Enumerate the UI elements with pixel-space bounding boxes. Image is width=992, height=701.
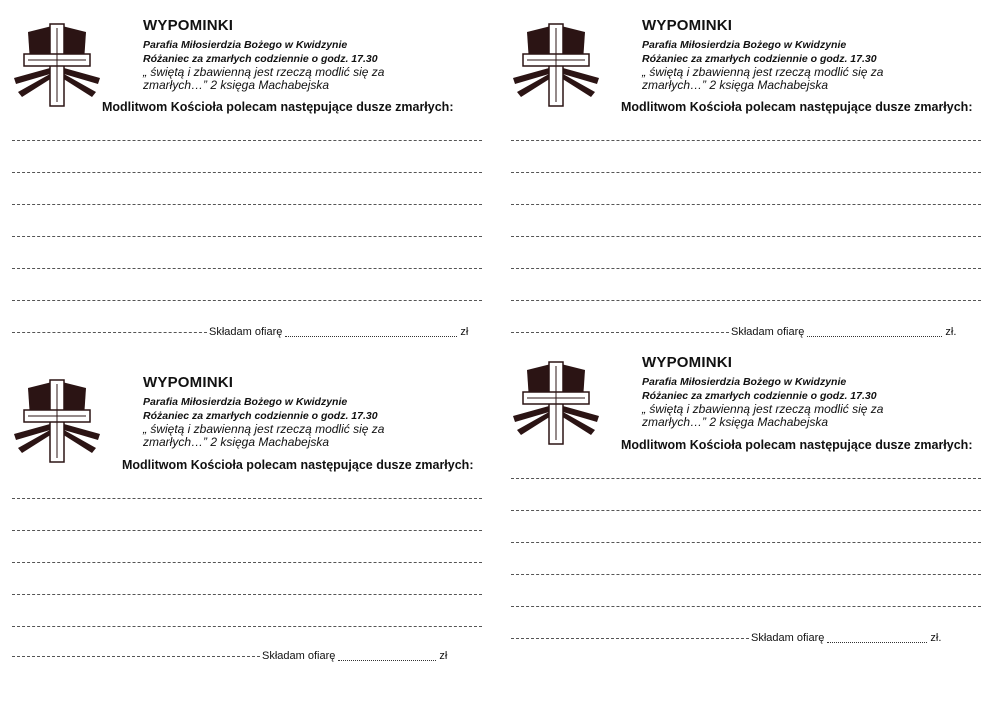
offering-label: Składam ofiarę	[751, 632, 825, 644]
name-line	[12, 530, 482, 531]
currency-label: zł	[460, 326, 469, 338]
card-title: WYPOMINKI	[143, 17, 234, 34]
intro-text: Modlitwom Kościoła polecam następujące dusze zmarłych:	[621, 100, 973, 114]
offering-line	[12, 650, 447, 662]
offering-line	[511, 632, 941, 644]
parish-name: Parafia Miłosierdzia Bożego w Kwidzynie	[642, 39, 847, 51]
name-line	[511, 268, 981, 269]
name-line	[12, 626, 482, 627]
name-line	[12, 562, 482, 563]
offering-dash	[511, 332, 729, 333]
rosary-info: Różaniec za zmarłych codziennie o godz. 17.30	[642, 390, 877, 402]
card-title: WYPOMINKI	[642, 17, 733, 34]
card-top-right	[511, 14, 981, 344]
quote-line-1: „ świętą i zbawienną jest rzeczą modlić się za	[642, 402, 884, 416]
name-line	[511, 606, 981, 607]
quote-line-2: zmarłych…” 2 księga Machabejska	[143, 435, 330, 449]
name-line	[511, 542, 981, 543]
offering-amount-field	[827, 642, 927, 643]
name-line	[12, 594, 482, 595]
quote-line-2: zmarłych…” 2 księga Machabejska	[143, 78, 330, 92]
offering-dash	[12, 656, 260, 657]
cross-with-rays-icon	[12, 18, 102, 108]
parish-name: Parafia Miłosierdzia Bożego w Kwidzynie	[143, 396, 348, 408]
currency-label: zł.	[945, 326, 957, 338]
quote-line-1: „ świętą i zbawienną jest rzeczą modlić się za	[642, 65, 884, 79]
offering-dash	[511, 638, 749, 639]
card-header	[642, 17, 883, 92]
name-line	[511, 204, 981, 205]
quote-line-1: „ świętą i zbawienną jest rzeczą modlić się za	[143, 422, 385, 436]
name-line	[12, 498, 482, 499]
offering-line	[511, 326, 956, 338]
name-line	[12, 268, 482, 269]
offering-label: Składam ofiarę	[262, 650, 336, 662]
rosary-info: Różaniec za zmarłych codziennie o godz. 17.30	[642, 53, 877, 65]
rosary-info: Różaniec za zmarłych codziennie o godz. 17.30	[143, 410, 378, 422]
card-title: WYPOMINKI	[642, 354, 733, 371]
offering-label: Składam ofiarę	[209, 326, 283, 338]
quote-line-1: „ świętą i zbawienną jest rzeczą modlić się za	[143, 65, 385, 79]
intro-text: Modlitwom Kościoła polecam następujące dusze zmarłych:	[621, 438, 973, 452]
quote-line-2: zmarłych…” 2 księga Machabejska	[642, 78, 829, 92]
quote-line-2: zmarłych…” 2 księga Machabejska	[642, 415, 829, 429]
card-header	[642, 354, 883, 429]
offering-amount-field	[285, 336, 457, 337]
card-title: WYPOMINKI	[143, 374, 234, 391]
card-top-left	[12, 14, 482, 344]
offering-amount-field	[807, 336, 942, 337]
card-bottom-left	[12, 370, 482, 680]
name-line	[511, 236, 981, 237]
name-line	[511, 510, 981, 511]
card-bottom-right	[511, 352, 981, 662]
rosary-info: Różaniec za zmarłych codziennie o godz. 17.30	[143, 53, 378, 65]
name-line	[511, 574, 981, 575]
offering-label: Składam ofiarę	[731, 326, 805, 338]
intro-text: Modlitwom Kościoła polecam następujące dusze zmarłych:	[102, 100, 454, 114]
card-header	[143, 374, 384, 449]
currency-label: zł	[439, 650, 448, 662]
name-line	[12, 140, 482, 141]
name-line	[12, 204, 482, 205]
parish-name: Parafia Miłosierdzia Bożego w Kwidzynie	[143, 39, 348, 51]
offering-dash	[12, 332, 207, 333]
card-header	[143, 17, 384, 92]
cross-with-rays-icon	[12, 374, 102, 464]
name-line	[511, 172, 981, 173]
offering-amount-field	[338, 660, 436, 661]
name-line	[511, 300, 981, 301]
currency-label: zł.	[930, 632, 942, 644]
name-line	[12, 172, 482, 173]
intro-text: Modlitwom Kościoła polecam następujące dusze zmarłych:	[122, 458, 474, 472]
parish-name: Parafia Miłosierdzia Bożego w Kwidzynie	[642, 376, 847, 388]
cross-with-rays-icon	[511, 356, 601, 446]
offering-line	[12, 326, 468, 338]
name-line	[511, 478, 981, 479]
name-line	[12, 300, 482, 301]
name-line	[12, 236, 482, 237]
name-line	[511, 140, 981, 141]
cross-with-rays-icon	[511, 18, 601, 108]
